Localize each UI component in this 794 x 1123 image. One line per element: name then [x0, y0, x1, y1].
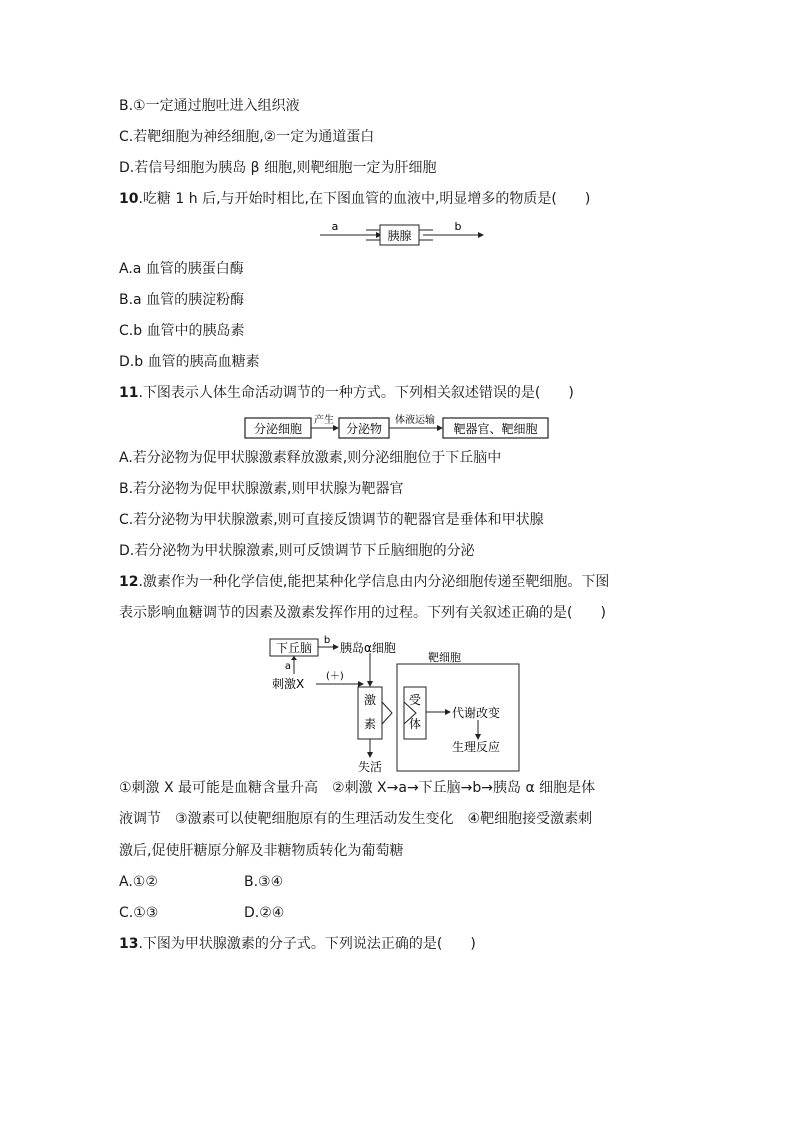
- response-label: 生理反应: [452, 740, 501, 754]
- arrow-b-label: b: [323, 635, 331, 646]
- q13-stem: [119, 934, 476, 954]
- q11-stem-text: .下图表示人体生命活动调节的一种方式。下列相关叙述错误的是( ): [138, 385, 574, 401]
- inactivate-label: 失活: [357, 760, 383, 774]
- q10-diagram: [318, 218, 488, 250]
- vessel-a-label: a: [331, 220, 339, 233]
- vessel-b-label: b: [454, 220, 462, 233]
- q12-stem-line-1: [119, 572, 609, 592]
- q10-option-c: C.b 血管中的胰岛素: [119, 323, 245, 339]
- receptor-char-2: 体: [408, 717, 422, 731]
- q10-option-a: A.a 血管的胰蛋白酶: [119, 261, 244, 277]
- receptor-char-1: 受: [408, 693, 422, 707]
- q11-stem: [119, 383, 574, 403]
- q10-option-b: B.a 血管的胰淀粉酶: [119, 292, 245, 308]
- plus-label: (＋): [326, 671, 344, 682]
- q12-statement-line-3: 激后,促使肝糖原分解及非糖物质转化为葡萄糖: [119, 843, 404, 859]
- q12-stem-text-1: .激素作为一种化学信使,能把某种化学信息由内分泌细胞传递至靶细胞。下图: [138, 574, 610, 590]
- q12-statement-line-2: 液调节 ③激素可以使靶细胞原有的生理活动发生变化 ④靶细胞接受激素刺: [119, 811, 593, 827]
- target-label: 靶器官、靶细胞: [453, 422, 538, 436]
- q11-diagram: [244, 411, 552, 441]
- q10-stem-text: .吃糖 1 h 后,与开始时相比,在下图血管的血液中,明显增多的物质是( ): [138, 191, 591, 207]
- q12-option-a: A.①②: [119, 874, 158, 890]
- transport-arrow-head: [437, 425, 443, 431]
- q12-stem-line-2: 表示影响血糖调节的因素及激素发挥作用的过程。下列有关叙述正确的是( ): [119, 605, 606, 621]
- secretion-label: 分泌物: [345, 422, 383, 436]
- hormone-char-1: 激: [363, 693, 377, 707]
- q12-diagram: [266, 630, 526, 780]
- q13-stem-text: .下图为甲状腺激素的分子式。下列说法正确的是( ): [138, 936, 476, 952]
- q10-option-d: D.b 血管的胰高血糖素: [119, 354, 260, 370]
- q13-number: 13: [119, 936, 139, 952]
- q10-number: 10: [119, 191, 139, 207]
- q9-option-c: C.若靶细胞为神经细胞,②一定为通道蛋白: [119, 129, 375, 145]
- stimulus-x-label: 刺激X: [272, 677, 305, 691]
- target-cell-label: 靶细胞: [428, 651, 461, 664]
- hypothalamus-label: 下丘脑: [275, 641, 313, 655]
- q11-option-b: B.若分泌物为促甲状腺激素,则甲状腺为靶器官: [119, 481, 404, 497]
- produce-label: 产生: [314, 415, 334, 426]
- arrow-a-label: a: [284, 661, 292, 672]
- arrow-out-head: [478, 232, 484, 238]
- q10-stem: [119, 189, 590, 209]
- q12-option-d: D.②④: [244, 905, 285, 921]
- q11-option-d: D.若分泌物为甲状腺激素,则可反馈调节下丘脑细胞的分泌: [119, 543, 475, 559]
- q11-option-c: C.若分泌物为甲状腺激素,则可直接反馈调节的靶器官是垂体和甲状腺: [119, 512, 544, 528]
- hormone-char-2: 素: [363, 717, 377, 731]
- q9-option-d: D.若信号细胞为胰岛 β 细胞,则靶细胞一定为肝细胞: [119, 160, 437, 176]
- q11-number: 11: [119, 385, 139, 401]
- q12-statement-line-1: ①刺激 X 最可能是血糖含量升高 ②刺激 X→a→下丘脑→b→胰岛 α 细胞是体: [119, 780, 596, 796]
- transport-label: 体液运输: [395, 415, 435, 426]
- pancreas-label: 胰腺: [387, 229, 412, 243]
- q9-option-b: B.①一定通过胞吐进入组织液: [119, 98, 300, 114]
- secretory-cell-label: 分泌细胞: [253, 422, 303, 436]
- q12-option-c: C.①③: [119, 905, 159, 921]
- q12-option-b: B.③④: [244, 874, 284, 890]
- q12-number: 12: [119, 574, 139, 590]
- islet-alpha-label: 胰岛α细胞: [340, 641, 396, 655]
- q11-option-a: A.若分泌物为促甲状腺激素释放激素,则分泌细胞位于下丘脑中: [119, 450, 502, 466]
- metabolism-label: 代谢改变: [452, 706, 501, 720]
